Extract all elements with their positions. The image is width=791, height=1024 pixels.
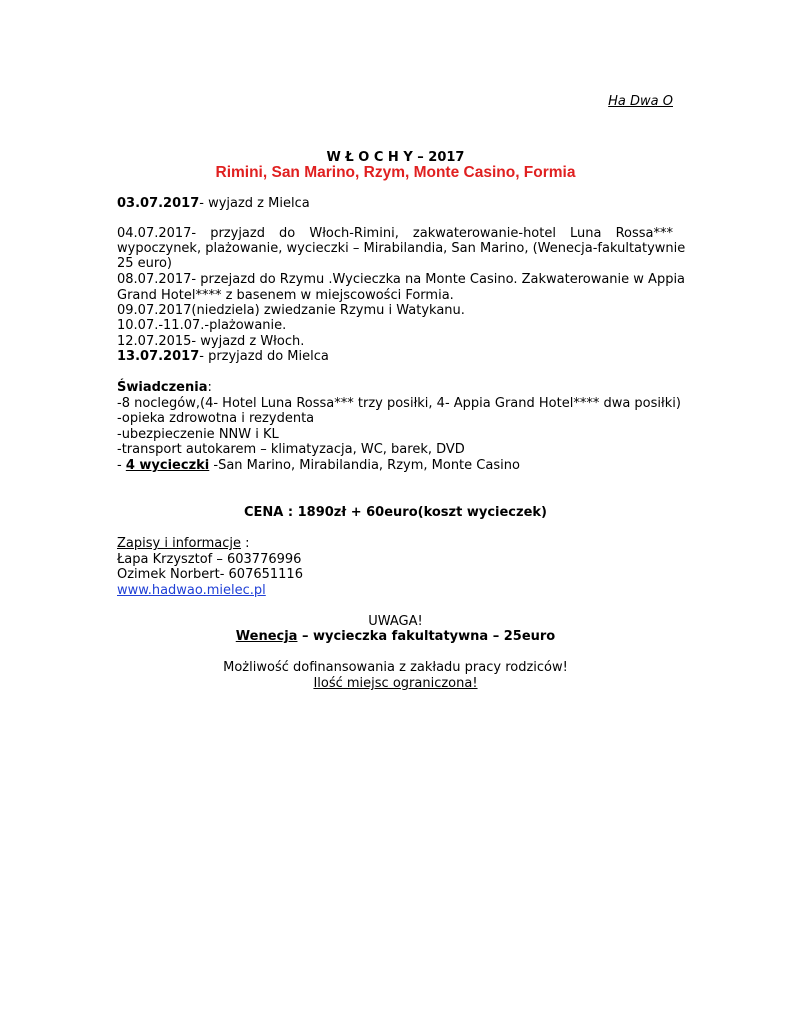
service-item-5-prefix: - [117, 458, 126, 473]
service-item-5-text: -San Marino, Mirabilandia, Rzym, Monte Casino [209, 458, 520, 473]
venice-notice-text [236, 629, 556, 644]
itinerary-day-7 [117, 349, 329, 364]
venice-rest: – wycieczka fakultatywna – 25euro [297, 629, 556, 644]
service-item-2: -opieka zdrowotna i rezydenta [117, 411, 315, 426]
itinerary-day-4: 09.07.2017(niedziela) zwiedzanie Rzymu i Watykanu. [117, 303, 465, 318]
itinerary-day-1 [117, 196, 310, 211]
title-text: W Ł O C H Y – 2017 [326, 150, 465, 165]
itinerary-day-6: 12.07.2015- wyjazd z Włoch. [117, 334, 305, 349]
itinerary-day-5: 10.07.-11.07.-plażowanie. [117, 318, 287, 333]
service-item-1: -8 noclegów,(4- Hotel Luna Rossa*** trzy posiłki, 4- Appia Grand Hotel**** dwa posiłki) [117, 396, 681, 411]
contact-heading-colon: : [240, 536, 250, 551]
price-line [0, 505, 791, 520]
itinerary-day-2-line-3: 25 euro) [117, 256, 172, 271]
warning-label: UWAGA! [368, 614, 423, 629]
document-subtitle: Rimini, San Marino, Rzym, Monte Casino, Formia [215, 164, 576, 181]
services-heading [117, 380, 212, 395]
service-item-4: -transport autokarem – klimatyzacja, WC, barek, DVD [117, 442, 465, 457]
itinerary-day-2-line-1: 04.07.2017- przyjazd do Włoch-Rimini, zakwaterowanie-hotel Luna Rossa*** [117, 226, 673, 241]
funding-notice: Możliwość dofinansowania z zakładu pracy rodziców! [223, 660, 568, 675]
service-item-3: -ubezpieczenie NNW i KL [117, 427, 279, 442]
organization-header: Ha Dwa O [608, 94, 673, 109]
contact-person-1: Łapa Krzysztof – 603776996 [117, 552, 302, 567]
services-heading-text: Świadczenia [117, 380, 208, 395]
day-7-text: - przyjazd do Mielca [199, 349, 329, 364]
day-1-date: 03.07.2017 [117, 196, 200, 211]
itinerary-day-3-line-1: 08.07.2017- przejazd do Rzymu .Wycieczka na Monte Casino. Zakwaterowanie w Appia [117, 272, 686, 287]
itinerary-day-3-line-2: Grand Hotel**** z basenem w miejscowości Formia. [117, 288, 454, 303]
limited-notice [0, 676, 791, 691]
venice-notice [0, 629, 791, 644]
day-1-text: - wyjazd z Mielca [199, 196, 310, 211]
services-heading-colon: : [207, 380, 212, 395]
contact-heading-text: Zapisy i informacje [117, 536, 241, 551]
service-item-5 [117, 458, 520, 473]
document-title [0, 150, 791, 165]
itinerary-day-2-line-2: wypoczynek, plażowanie, wycieczki – Mirabilandia, San Marino, (Wenecja-fakultatywnie [117, 241, 686, 256]
price-text: CENA : 1890zł + 60euro(koszt wycieczek) [244, 505, 547, 520]
service-item-5-bold: 4 wycieczki [125, 458, 210, 473]
contact-person-2: Ozimek Norbert- 607651116 [117, 567, 303, 582]
website-line [117, 583, 266, 598]
limited-notice-text: Ilość miejsc ograniczona! [313, 676, 478, 691]
venice-word: Wenecja [235, 629, 298, 644]
contact-heading [117, 536, 249, 551]
website-link[interactable]: www.hadwao.mielec.pl [117, 583, 266, 598]
day-7-date: 13.07.2017 [117, 349, 200, 364]
